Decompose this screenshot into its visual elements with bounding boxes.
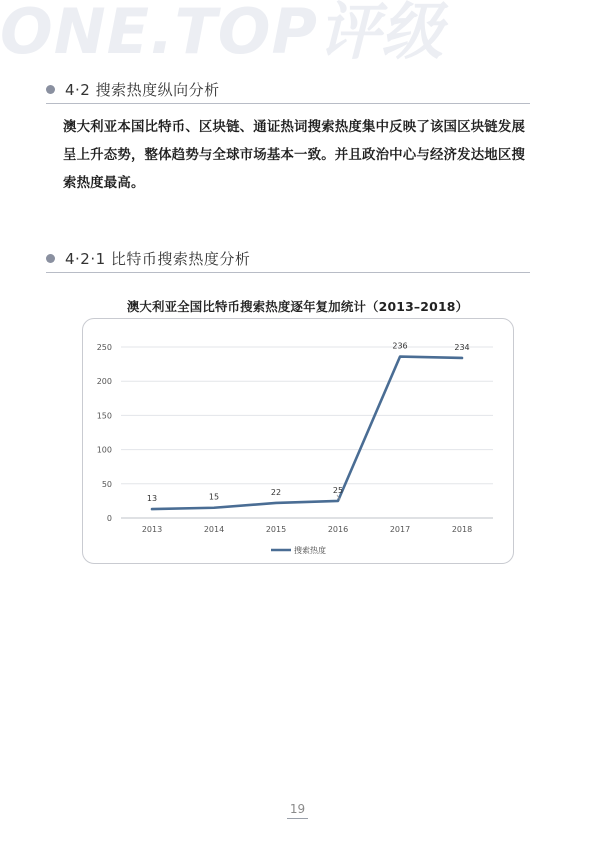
x-tick-label: 2015 <box>265 525 287 534</box>
x-tick-label: 2018 <box>451 525 473 534</box>
data-label: 15 <box>208 492 220 502</box>
x-tick-label: 2016 <box>327 525 349 534</box>
y-tick-label: 50 <box>101 479 112 489</box>
bullet-dot-icon <box>46 85 55 94</box>
x-tick-label: 2013 <box>141 525 163 534</box>
section-heading-4-2-1 <box>46 249 530 273</box>
data-label: 25 <box>332 485 344 495</box>
subsection-title: 4·2·1 比特币搜索热度分析 <box>65 250 251 268</box>
x-tick-label: 2017 <box>389 525 411 534</box>
y-tick-label: 250 <box>96 343 112 352</box>
data-label: 236 <box>392 341 408 351</box>
y-tick-label: 0 <box>106 514 112 523</box>
page-number <box>0 802 595 816</box>
data-label: 234 <box>454 342 470 352</box>
section-heading-4-2 <box>46 80 530 104</box>
y-tick-label: 200 <box>96 377 112 387</box>
series-line <box>152 357 462 510</box>
y-tick-label: 100 <box>96 445 112 455</box>
x-tick-label: 2014 <box>203 525 225 534</box>
legend-label: 搜索热度 <box>294 546 326 555</box>
data-label: 22 <box>270 487 282 497</box>
data-label: 13 <box>146 494 158 504</box>
page-number-text: 19 <box>287 802 308 819</box>
chart-container <box>82 318 514 564</box>
line-chart <box>83 319 515 565</box>
chart-title: 澳大利亚全国比特币搜索热度逐年复加统计（2013–2018） <box>126 299 469 314</box>
body-paragraph: 澳大利亚本国比特币、区块链、通证热词搜索热度集中反映了该国区块链发展呈上升态势，整体趋势与全球市场基本一致。并且政治中心与经济发达地区搜索热度最高。 <box>63 120 526 191</box>
bullet-dot-icon <box>46 254 55 263</box>
section-title: 4·2 搜索热度纵向分析 <box>65 81 220 99</box>
y-tick-label: 150 <box>96 411 112 421</box>
watermark-logo: ONE.TOP评级 <box>0 0 444 68</box>
